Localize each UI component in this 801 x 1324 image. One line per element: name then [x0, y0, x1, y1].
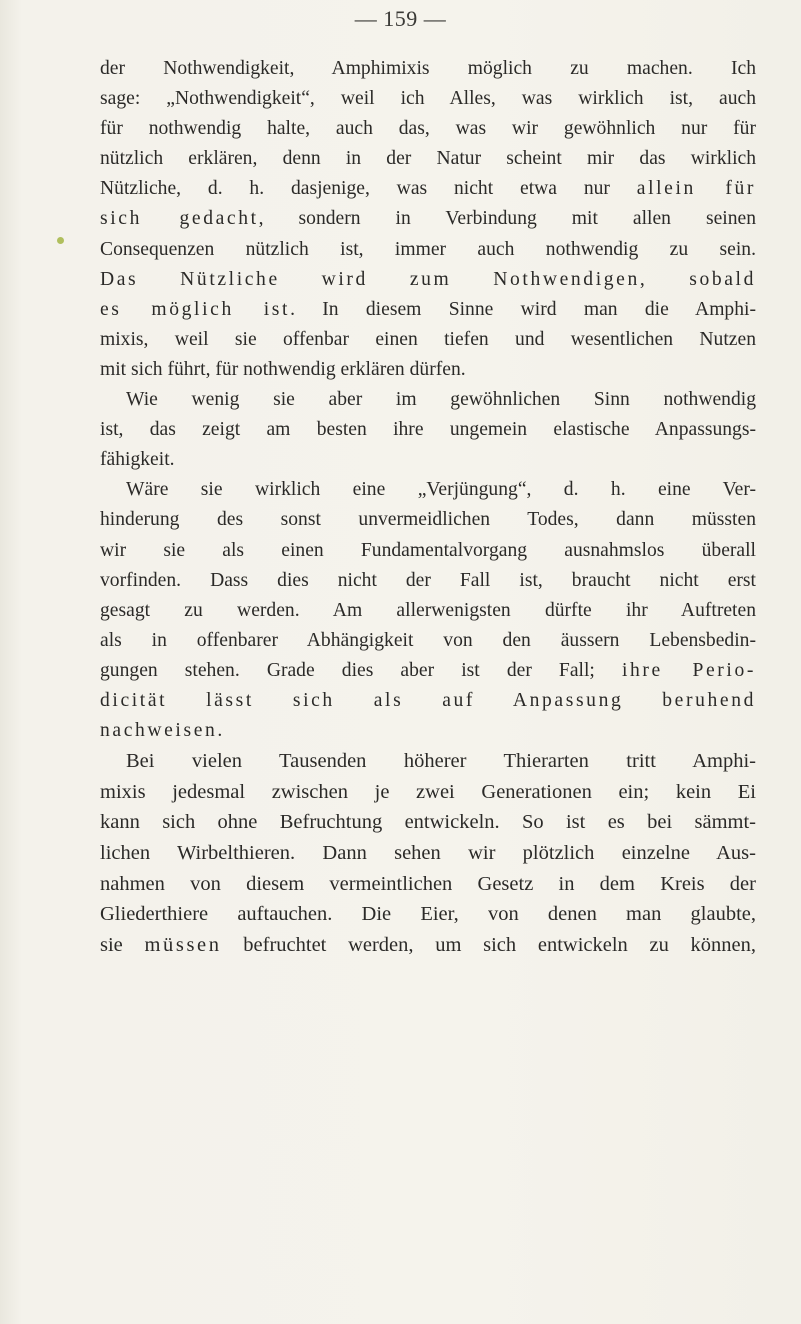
text-line: mit sich führt, für nothwendig erklären dürfen.: [100, 358, 466, 380]
text-line: hinderung des sonst unvermeidlichen Todes, dann müssten: [100, 509, 756, 531]
text-line: Nützliche, d. h. dasjenige, was nicht etwa nur allein für: [100, 178, 756, 200]
spaced-emphasis: es möglich ist: [100, 298, 291, 320]
text-line: fähigkeit.: [100, 449, 175, 471]
spaced-emphasis: müssen: [144, 933, 222, 956]
text-line: Consequenzen nützlich ist, immer auch nothwendig zu sein.: [100, 238, 756, 260]
text-line: Wie wenig sie aber im gewöhnlichen Sinn nothwendig: [126, 389, 756, 411]
text-line: Gliederthiere auftauchen. Die Eier, von denen man glaubte,: [100, 903, 756, 926]
spaced-emphasis: Das Nützliche wird zum Nothwendigen, sobald: [100, 268, 756, 290]
text-line: es möglich ist. In diesem Sinne wird man die Amphi-: [100, 298, 756, 320]
text-line: wir sie als einen Fundamentalvorgang ausnahmslos überall: [100, 539, 756, 561]
body-text: [100, 54, 756, 960]
text-line: gungen stehen. Grade dies aber ist der Fall; ihre Perio-: [100, 659, 756, 681]
text-line: nahmen von diesem vermeintlichen Gesetz in dem Kreis der: [100, 872, 756, 895]
spaced-emphasis: ihre Perio-: [621, 659, 756, 681]
text-line: ist, das zeigt am besten ihre ungemein elastische Anpassungs-: [100, 419, 756, 441]
text-line: gesagt zu werden. Am allerwenigsten dürfte ihr Auftreten: [100, 599, 756, 621]
text-line: für nothwendig halte, auch das, was wir gewöhnlich nur für: [100, 118, 756, 140]
text-line: Wäre sie wirklich eine „Verjüngung“, d. h. eine Ver-: [126, 479, 756, 501]
paper-stain: [57, 237, 64, 244]
spaced-emphasis: sich gedacht: [100, 208, 259, 230]
text-line: sie müssen befruchtet werden, um sich entwickeln zu können,: [100, 933, 756, 956]
text-line: nachweisen.: [100, 720, 223, 742]
page-number: — 159 —: [354, 6, 447, 31]
text-line: mixis, weil sie offenbar einen tiefen und wesentlichen Nutzen: [100, 328, 756, 350]
text-line: kann sich ohne Befruchtung entwickeln. So ist es bei sämmt-: [100, 811, 756, 834]
text-line: lichen Wirbelthieren. Dann sehen wir plötzlich einzelne Aus-: [100, 841, 756, 864]
text-line: sich gedacht, sondern in Verbindung mit allen seinen: [100, 208, 756, 230]
spaced-emphasis: allein für: [636, 178, 756, 200]
text-line: [100, 265, 756, 295]
spaced-emphasis: dicität lässt sich als auf Anpassung beruhend: [100, 689, 756, 711]
text-line: [100, 686, 756, 716]
text-line: sage: „Nothwendigkeit“, weil ich Alles, was wirklich ist, auch: [100, 88, 756, 110]
text-line: vorfinden. Dass dies nicht der Fall ist, braucht nicht erst: [100, 569, 756, 591]
spaced-emphasis: nachweisen: [100, 720, 218, 742]
text-line: mixis jedesmal zwischen je zwei Generationen ein; kein Ei: [100, 780, 756, 803]
text-line: als in offenbarer Abhängigkeit von den äussern Lebensbedin-: [100, 629, 756, 651]
text-line: nützlich erklären, denn in der Natur scheint mir das wirklich: [100, 148, 756, 170]
text-line: der Nothwendigkeit, Amphimixis möglich zu machen. Ich: [100, 58, 756, 79]
text-line: Bei vielen Tausenden höherer Thierarten tritt Amphi-: [126, 750, 756, 773]
